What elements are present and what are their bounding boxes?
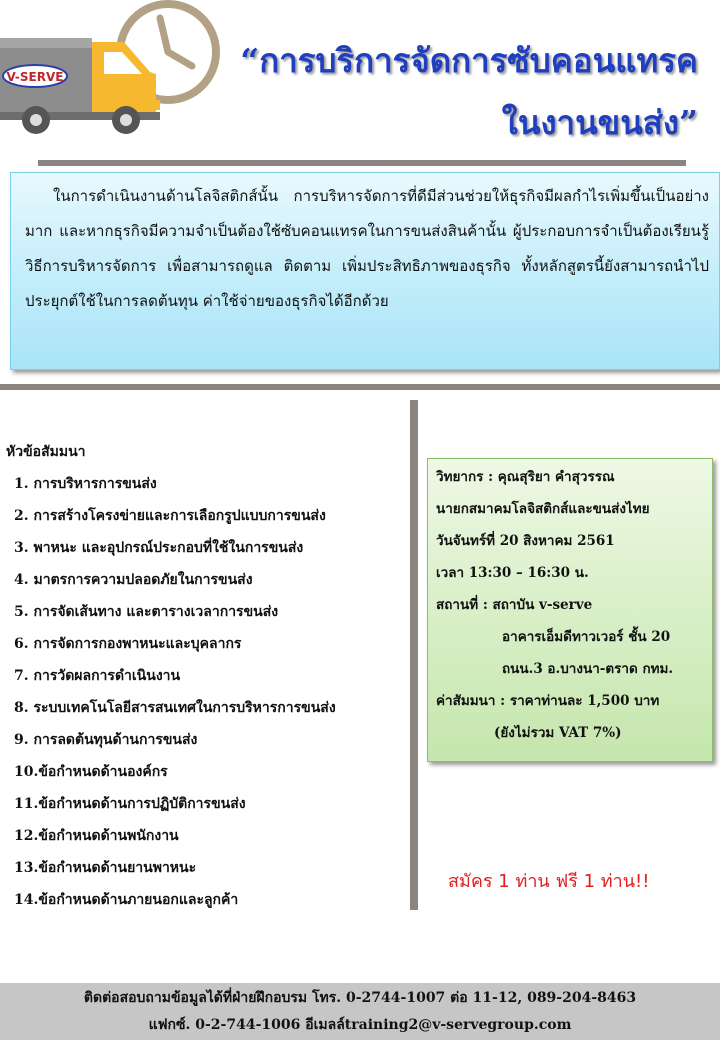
list-item: 5. การจัดเส้นทาง และตารางเวลาการขนส่ง	[14, 604, 279, 620]
contact-phone: ติดต่อสอบถามข้อมูลได้ที่ฝ่ายฝึกอบรม โทร. 0-2744-1007 ต่อ 11-12, 089-204-8463	[83, 990, 637, 1006]
list-item: 7. การวัดผลการดำเนินงาน	[14, 668, 181, 684]
list-item: 10.ข้อกำหนดด้านองค์กร	[14, 764, 168, 780]
event-date: วันจันทร์ที่ 20 สิงหาคม 2561	[436, 533, 615, 549]
list-item: 2. การสร้างโครงข่ายและการเลือกรูปแบบการขนส่ง	[14, 508, 326, 524]
list-item: 14.ข้อกำหนดด้านภายนอกและลูกค้า	[14, 892, 239, 908]
section-divider	[0, 384, 720, 390]
topics-list	[6, 468, 411, 916]
contact-fax-email: แฟกซ์. 0-2-744-1006 อีเมลล์training2@v-servegroup.com	[148, 1017, 572, 1033]
list-item: 13.ข้อกำหนดด้านยานพาหนะ	[14, 860, 197, 876]
logo-illustration	[0, 0, 240, 150]
topics-section	[6, 436, 411, 916]
event-time: เวลา 13:30 – 16:30 น.	[436, 565, 589, 581]
contact-footer	[0, 983, 720, 1040]
list-item: 6. การจัดการกองพาหนะและบุคลากร	[14, 636, 242, 652]
intro-text: ในการดำเนินงานด้านโลจิสติกส์นั้น การบริหารจัดการที่ดีมีส่วนช่วยให้ธุรกิจมีผลกำไรเพิ่มขึ้นเป็นอย่างมาก และหากธุรกิจมีความจำเป็นต้องใช้ซับคอนแทรคในการขนส่งสินค้านั้น ผู้ประกอบการจำเป็นต้องเรียนรู้วิธีการบริหารจัดการ เพื่อสามารถดูแล ติดตาม เพิ่มประสิทธิภาพของธุรกิจ ทั้งหลักสูตรนี้ยังสามารถนำไปประยุกต์ใช้ในการลดต้นทุน ค่าใช้จ่ายของธุรกิจได้อีกด้วย	[25, 187, 709, 310]
list-item: 1. การบริหารการขนส่ง	[14, 476, 157, 492]
list-item: 4. มาตรการความปลอดภัยในการขนส่ง	[14, 572, 253, 588]
fee-note: (ยังไม่รวม VAT 7%)	[494, 725, 622, 741]
title-divider	[38, 160, 686, 166]
title-line-1: “การบริการจัดการซับคอนแทรค	[240, 41, 698, 80]
venue-text: สถานที่ : สถาบัน v-serve	[436, 597, 593, 613]
event-info-box	[427, 458, 713, 762]
svg-text:V-SERVE: V-SERVE	[6, 70, 64, 84]
vertical-divider	[410, 400, 418, 910]
topics-heading: หัวข้อสัมมนา	[6, 444, 86, 460]
intro-box	[10, 172, 720, 370]
speaker-org-text: นายกสมาคมโลจิสติกส์และขนส่งไทย	[436, 501, 650, 517]
list-item: 12.ข้อกำหนดด้านพนักงาน	[14, 828, 179, 844]
page-title	[228, 30, 698, 154]
list-item: 8. ระบบเทคโนโลยีสารสนเทศในการบริหารการขนส่ง	[14, 700, 336, 716]
speaker-text: วิทยากร : คุณสุริยา คำสุวรรณ	[436, 469, 615, 485]
list-item: 3. พาหนะ และอุปกรณ์ประกอบที่ใช้ในการขนส่ง	[14, 540, 304, 556]
list-item: 9. การลดต้นทุนด้านการขนส่ง	[14, 732, 198, 748]
promo-text: สมัคร 1 ท่าน ฟรี 1 ท่าน!!	[448, 871, 650, 892]
venue-road: ถนน.3 อ.บางนา-ตราด กทม.	[502, 661, 674, 677]
list-item: 11.ข้อกำหนดด้านการปฏิบัติการขนส่ง	[14, 796, 246, 812]
title-line-2: ในงานขนส่ง”	[501, 103, 698, 142]
fee-text: ค่าสัมมนา : ราคาท่านละ 1,500 บาท	[436, 693, 660, 709]
venue-building: อาคารเอ็มดีทาวเวอร์ ชั้น 20	[502, 629, 671, 645]
